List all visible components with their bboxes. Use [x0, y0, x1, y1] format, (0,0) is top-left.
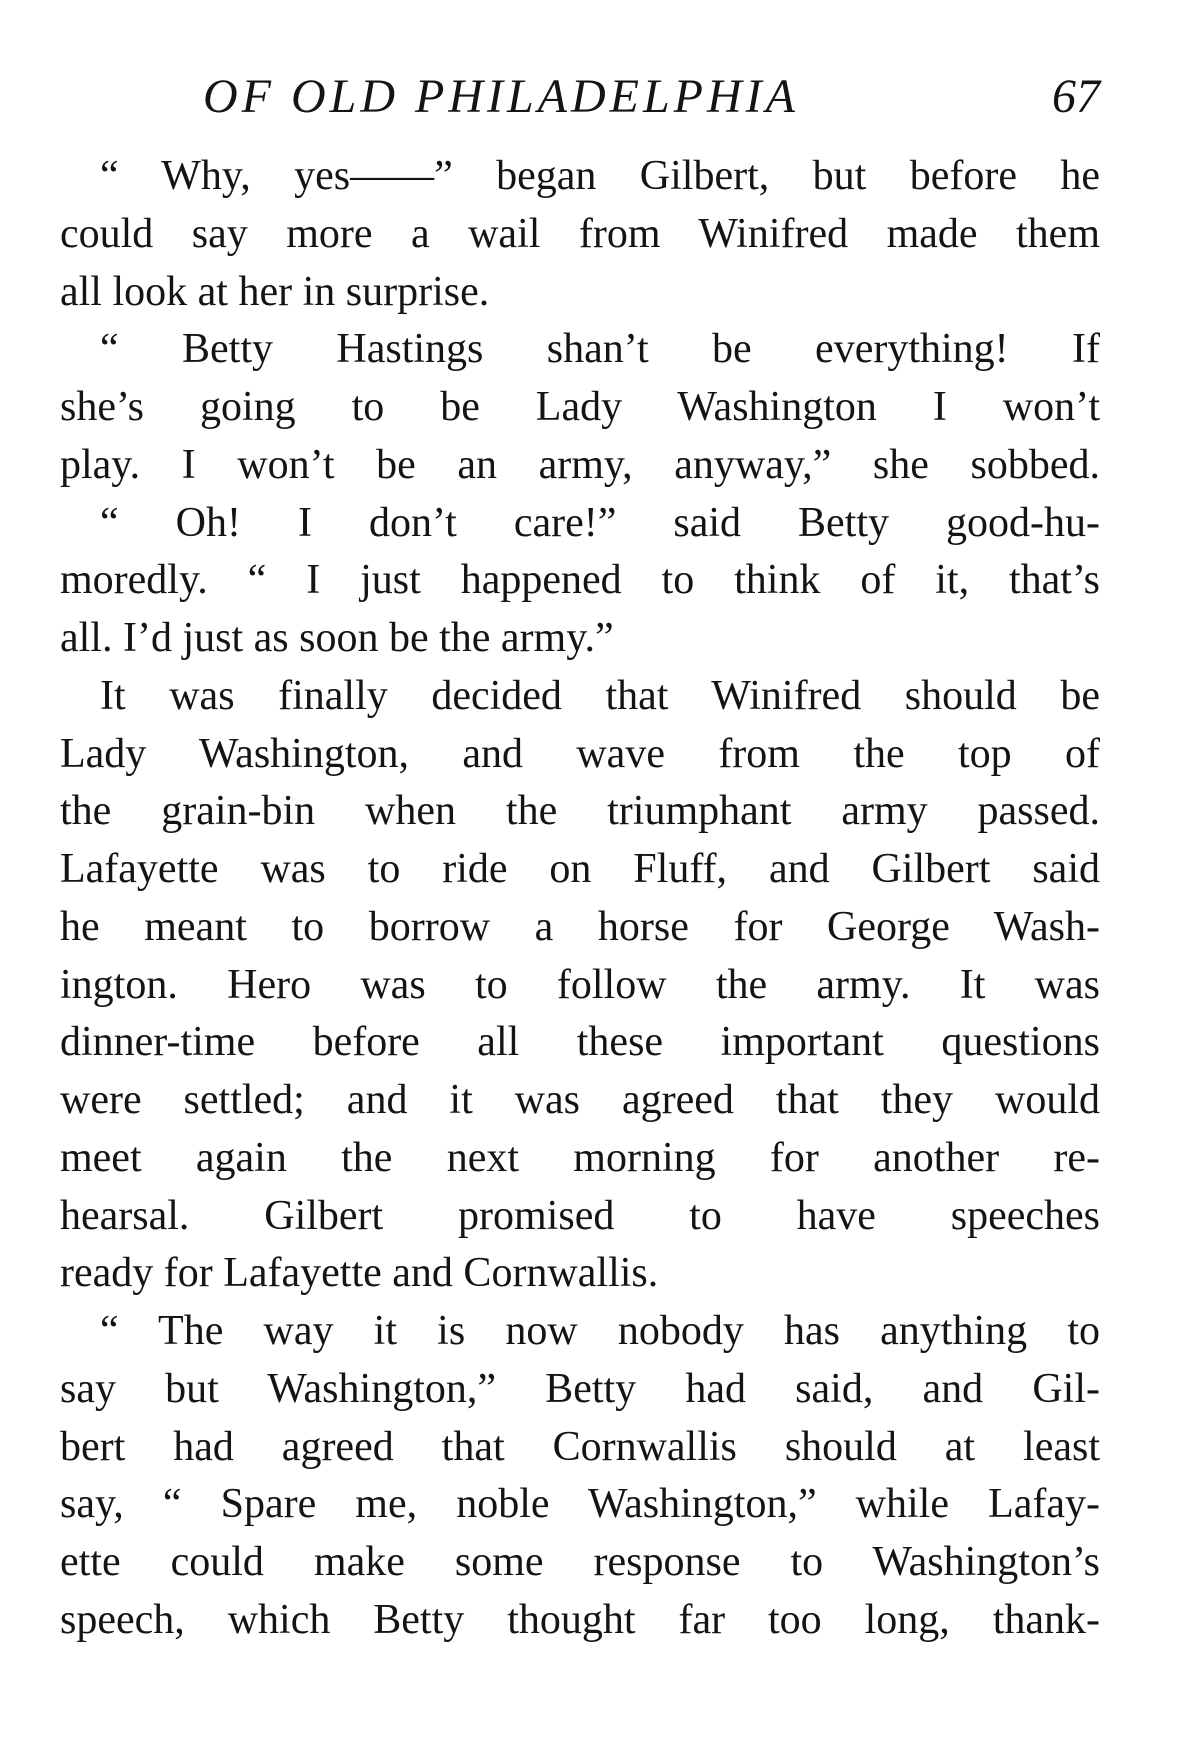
- text-line: he meant to borrow a horse for George Wash-: [60, 903, 1100, 950]
- text-line: play. I won’t be an army, anyway,” she sobbed.: [60, 441, 1100, 488]
- text-line: the grain-bin when the triumphant army passed.: [60, 788, 1100, 835]
- text-line: speech, which Betty thought far too long, thank-: [60, 1596, 1100, 1643]
- page-number: 67: [1052, 70, 1100, 123]
- text-line: dinner-time before all these important questions: [60, 1019, 1100, 1066]
- text-line: meet again the next morning for another re-: [60, 1134, 1100, 1181]
- text-line: ington. Hero was to follow the army. It was: [60, 961, 1100, 1008]
- text-line: hearsal. Gilbert promised to have speeches: [60, 1192, 1100, 1239]
- text-line: Lafayette was to ride on Fluff, and Gilbert said: [60, 846, 1100, 892]
- text-line: she’s going to be Lady Washington I won’t: [60, 384, 1100, 430]
- body-text: [60, 148, 1100, 1650]
- text-line: “ The way it is now nobody has anything to: [100, 1308, 1100, 1354]
- text-line: Lady Washington, and wave from the top of: [60, 730, 1100, 777]
- text-line: ette could make some response to Washington’s: [60, 1539, 1100, 1585]
- text-line: “ Betty Hastings shan’t be everything! If: [100, 326, 1100, 373]
- text-line: “ Oh! I don’t care!” said Betty good-hu-: [100, 499, 1100, 546]
- text-line: all. I’d just as soon be the army.”: [60, 615, 614, 661]
- running-head: [60, 62, 1100, 132]
- running-title: OF OLD PHILADELPHIA: [203, 70, 799, 123]
- text-line: were settled; and it was agreed that they would: [60, 1077, 1100, 1123]
- text-line: “ Why, yes——” began Gilbert, but before he: [100, 153, 1100, 199]
- text-line: say but Washington,” Betty had said, and Gil-: [60, 1365, 1100, 1412]
- text-line: ready for Lafayette and Cornwallis.: [60, 1250, 659, 1297]
- text-line: moredly. “ I just happened to think of it, that’s: [60, 557, 1100, 604]
- text-line: say, “ Spare me, noble Washington,” while Lafay-: [60, 1481, 1100, 1528]
- text-line: It was finally decided that Winifred should be: [100, 672, 1100, 719]
- text-line: all look at her in surprise.: [60, 268, 490, 315]
- text-line: could say more a wail from Winifred made them: [60, 210, 1100, 257]
- text-line: bert had agreed that Cornwallis should at least: [60, 1423, 1100, 1470]
